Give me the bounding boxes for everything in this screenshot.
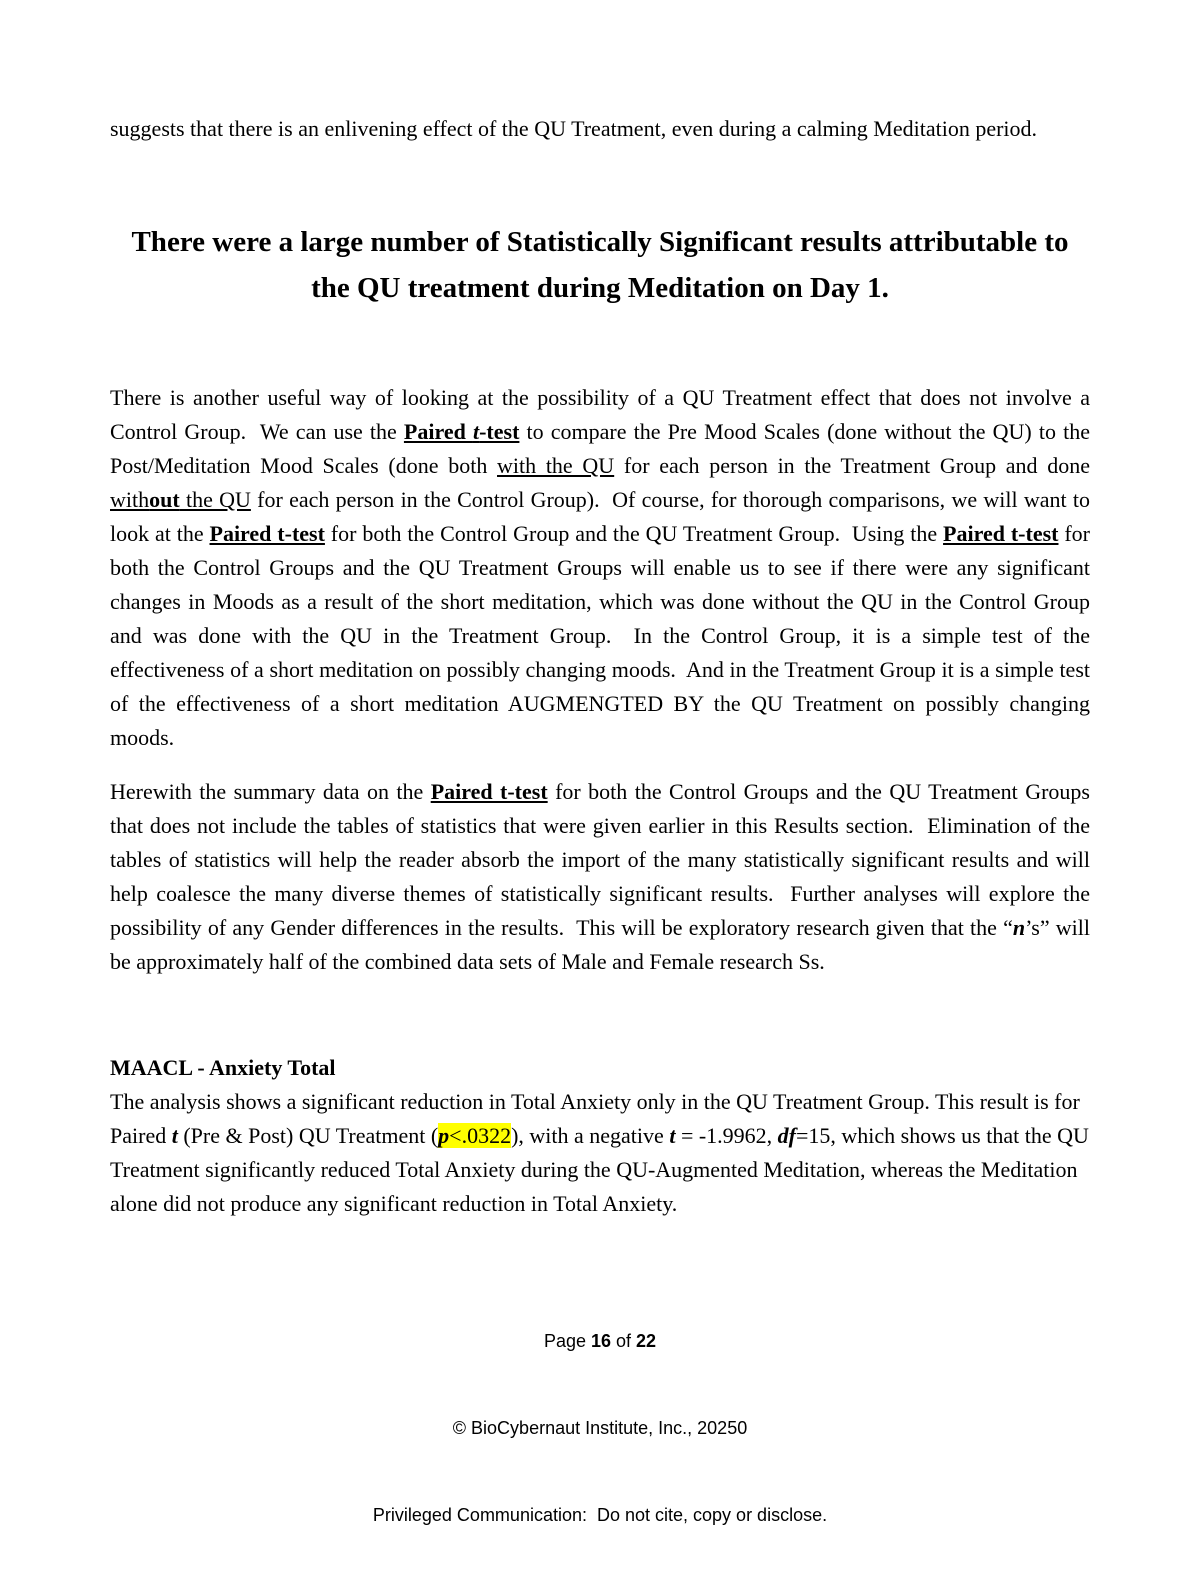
text-run: of (611, 1331, 637, 1351)
text-run: t (472, 419, 480, 444)
text-run: df (777, 1123, 796, 1148)
summary-paragraph (110, 775, 1096, 979)
text-run: Herewith the summary data on the (110, 779, 431, 804)
text-run: with (110, 487, 150, 512)
text-run: to compare the Pre Mood Scales (done without the QU) to the Post/Meditation Mood Scales (done both (110, 419, 1096, 478)
text-run: n (1012, 915, 1026, 940)
text-run: <.0322 (449, 1123, 512, 1148)
text-run: for each person in the Control Group). Of course, for thorough comparisons, we will want to look at the (110, 487, 1096, 546)
text-run: for both the Control Groups and the QU Treatment Groups that does not include the tables of statistics that were given earlier in this Results section. Elimination of the tables of statistics will help the reader absorb the import of the many statistically significant results and will help coalesce the many diverse themes of statistically significant results. Further analyses will explore the possibility of any Gender differences in the results. This will be exploratory research given that the “ (110, 779, 1096, 940)
text-run: Page (543, 1331, 591, 1351)
text-run: = -1.9962, (675, 1123, 778, 1148)
text-run: suggests that there is an enlivening effect of the QU Treatment, even during a calming Meditation period. (110, 116, 1038, 141)
copyright-line: © BioCybernaut Institute, Inc., 20250 (452, 1418, 748, 1438)
text-run: There is another useful way of looking at the possibility of a QU Treatment effect that does not involve a Control Group. We can use the (110, 385, 1096, 444)
text-run: 22 (636, 1331, 657, 1351)
text-run: ), with a negative (511, 1123, 670, 1148)
page-number-line (110, 1327, 1090, 1356)
privileged-communication-line: Privileged Communication: Do not cite, copy or disclose. (372, 1505, 828, 1525)
main-heading: There were a large number of Statistically Significant results attributable to the QU treatment during Meditation on Day 1. (131, 226, 1069, 304)
text-run: The analysis shows a significant reduction in Total Anxiety only in the QU Treatment Group. This result is for Paired (110, 1089, 1086, 1148)
text-run: Paired t-test (209, 521, 325, 546)
text-run: p (438, 1123, 450, 1148)
text-run: out (149, 487, 180, 512)
paired-ttest-paragraph (110, 381, 1096, 755)
text-run: for each person in the Treatment Group and done (614, 453, 1096, 478)
text-run: the QU (179, 487, 251, 512)
text-run: t (669, 1123, 676, 1148)
text-run: with the QU (497, 453, 615, 478)
maacl-section-heading: MAACL - Anxiety Total (110, 1055, 336, 1080)
text-run: (Pre & Post) QU Treatment ( (177, 1123, 439, 1148)
text-run: for both the Control Groups and the QU Treatment Groups will enable us to see if there were any significant changes in Moods as a result of the short meditation, which was done without the QU in the Control Group and was done with the QU in the Treatment Group. In the Control Group, it is a simple test of the effectiveness of a short meditation on possibly changing moods. And in the Treatment Group it is a simple test of the effectiveness of a short meditation AUGMENGTED BY the QU Treatment on possibly changing moods. (110, 521, 1096, 750)
text-run: for both the Control Group and the QU Treatment Group. Using the (324, 521, 944, 546)
maacl-paragraph (110, 1085, 1094, 1221)
text-run: Paired (403, 419, 473, 444)
text-run: ’s” will be approximately half of the combined data sets of Male and Female research Ss. (110, 915, 1096, 974)
intro-paragraph (110, 112, 1090, 146)
text-run: 16 (590, 1331, 612, 1351)
text-run: Paired t-test (943, 521, 1059, 546)
text-run: t (171, 1123, 178, 1148)
text-run: -test (479, 419, 520, 444)
page-footer (110, 1269, 1090, 1588)
text-run: Paired t-test (430, 779, 548, 804)
text-run: =15, which shows us that the QU Treatment significantly reduced Total Anxiety during the QU-Augmented Meditation, whereas the Meditation alone did not produce any significant reduction in Total Anxiety. (110, 1123, 1094, 1216)
